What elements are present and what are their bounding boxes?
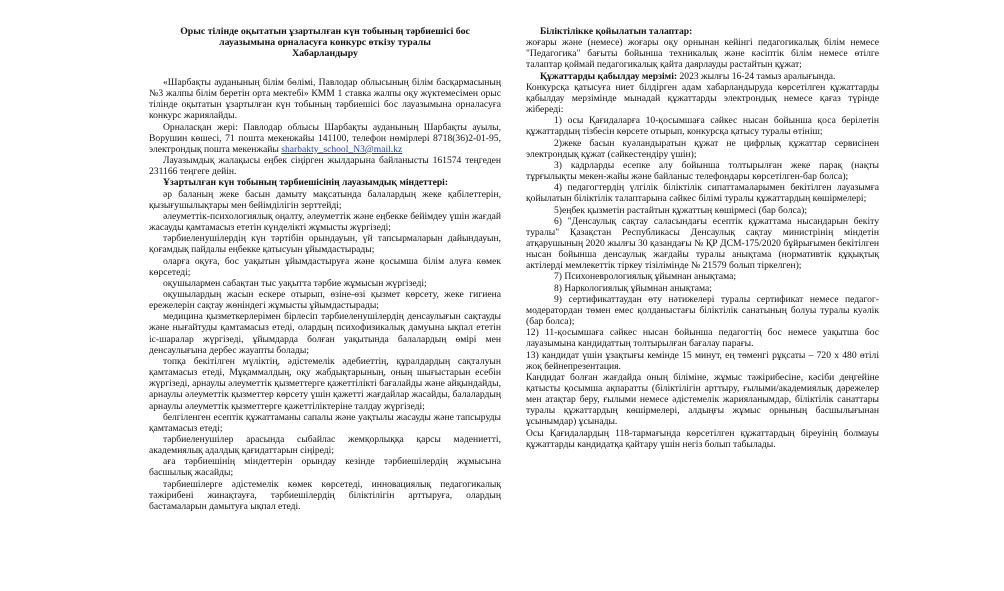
closing-paragraph-2: Осы Қағидалардың 118-тармағында көрсетілген құжаттардың біреуінің болмауы құжаттарды кандидатқа қайтару үшін негіз болып табылады. bbox=[526, 427, 879, 450]
document-item: 5)еңбек қызметін растайтын құжаттың көшірмесі (бар болса); bbox=[554, 204, 807, 216]
address-text: Орналасқан жері: Павлодар облысы Шарбақты ауданының Шарбақты ауылы, Ворушин көшесі, 71 пошта мекенжайы 141100, телефон нөмірлері 8718(36)2-01-95, электрондық пошта мекенжайы bbox=[149, 121, 501, 155]
email-link[interactable]: sharbakty_school_N3@mail.kz bbox=[281, 143, 403, 155]
requirements-heading: Біліктілікке қойылатын талаптар: bbox=[540, 26, 693, 37]
duty-item: тәрбиеленушілердің күн тәртібін орындауын, үй тапсырмаларын дайындауын, қоғамдық пайдалы еңбекке қатысуын ұйымдастырады; bbox=[149, 233, 501, 256]
requirements-text: жоғары және (немесе) жоғары оқу орнынан кейінгі педагогикалық білім немесе "Педагогика" бағыты бойынша техникалық және кәсіптік білім немесе өтілге талаптар қоймай педагогикалық қайта даярлауды растайтын құжат; bbox=[526, 37, 879, 71]
document-item: 6) "Денсаулық сақтау саласындағы есептік құжаттама нысандарын бекіту туралы" Қазақстан Республикасы Денсаулық сақтау министрінің міндетін атқарушының 2020 жылғы 30 қазандағы № ҚР ДСМ-175/2020 бұйрығымен бекітілген нысан бойынша денсаулық жағдайы туралы анықтама (нормативтік құқықтық актілерді мемлекеттік тіркеу тізілімінде № 21579 болып тіркелген); bbox=[526, 215, 879, 272]
duty-item: топқа бекітілген мүліктің, әдістемелік әдебиеттің, құралдардың сақталуын қамтамасыз етеді, Мұқаммалдың, оқу жабдықтарының, оның шығыстарын есебін жүргізеді, арнаулы әлеуметтік қызметтерге қажеттілікті бағалайды және айқындайды, арнаулы әлеуметтік қызметтер көрсету үшін қажетті жағдайлар жасайды, балалардың арнаулы әлеуметтік қызметтерге қажеттіліктеріне талдау жүргізеді; bbox=[149, 355, 501, 412]
duties-heading: Ұзартылған күн тобының тәрбиешісінің лауазымдық міндеттері: bbox=[163, 177, 449, 189]
document-item: 9) сертификаттаудан өту нәтижелері туралы сертификат немесе педагог-модератордан төмен емес қолданыстағы біліктілік санатының болуы туралы куәлік (бар болса); bbox=[526, 293, 879, 328]
document-item: 1) осы Қағидаларға 10-қосымшаға сәйкес нысан бойынша қоса берілетін құжаттардың тізбесін көрсете отырып, конкурсқа қатысу туралы өтініш; bbox=[526, 115, 879, 138]
duty-item: оқушылармен сабақтан тыс уақытта тәрбие жұмысын жүргізеді; bbox=[163, 277, 427, 289]
document-item: 7) Психоневрологиялық ұйымнан анықтама; bbox=[554, 271, 737, 283]
duty-item: әр баланың жеке басын дамыту мақсатында балалардың жеке қабілеттерін, қызығушылықтары мен бейімділігін зерттейді; bbox=[149, 188, 501, 211]
document-item: 3) кадрларды есепке алу бойынша толтырылған жеке парақ (нақты тұрғылықты мекен-жайы және байланыс телефондары көрсетілген-бар болса); bbox=[526, 159, 879, 183]
title-line-2: лауазымына орналасуға конкурс өткізу туралы bbox=[219, 37, 431, 48]
page-title bbox=[149, 26, 501, 59]
closing-paragraph-1: Кандидат болған жағдайда оның біліміне, жұмыс тәжірибесіне, кәсіби деңгейіне қатысты қосымша ақпаратты (біліктілігін арттыру, ғылыми/академиялық дәрежелер мен атақтар беру, ғылыми немесе әдістемелік жарияланымдар, біліктілік санаттары туралы құжаттардың көшірмелері, алдыңғы жұмыс орнының басшылығынан ұсынымдар) ұсынады. bbox=[526, 371, 879, 428]
document-item: 2)жеке басын куәландыратын құжат не цифрлық құжаттар сервисінен электрондық құжат (сәйкестендіру үшін); bbox=[526, 137, 879, 160]
title-line-3: Хабарландыру bbox=[292, 48, 358, 59]
duty-item: әлеуметтік-психологиялық оңалту, әлеуметтік және еңбекке бейімдеу үшін жағдай жасауды қамтамасыз ететін күнделікті жұмысты жүргізеді; bbox=[149, 210, 501, 234]
duty-item: оқушылардың жасын ескере отырып, өзіне-өзі қызмет көрсету, жеке гигиена ережелерін сақтау жөніндегі жұмысты ұйымдастырады; bbox=[149, 288, 501, 312]
left-column bbox=[149, 26, 501, 512]
duty-item: аға тәрбиешінің міндеттерін орындау кезінде тәрбиешілердің жұмысына басшылық жасайды; bbox=[149, 456, 501, 479]
duty-item: медицина қызметкерлерімен бірлесіп тәрбиеленушілердің денсаулығын сақтауды және нығайтуды қамтамасыз етеді, олардың психофизикалық дамуына ықпал ететін іс-шаралар жүргізеді, ұйымдарда болған уақытында балалардың өмірі мен денсаулығына дербес жауапты болады; bbox=[149, 311, 501, 356]
title-line-1: Орыс тілінде оқытатын ұзартылған күн тобының тәрбиешісі бос bbox=[180, 26, 470, 37]
right-column bbox=[526, 26, 879, 450]
document-item: 4) педагогтердің үлгілік біліктілік сипаттамаларымен бекітілген лауазымға қойылатын біліктілік талаптарына сәйкес білімі туралы құжаттардың көшірмелері; bbox=[526, 182, 879, 205]
deadline-value: 2023 жылғы 16-24 тамыз аралығында. bbox=[679, 70, 836, 82]
duty-item: тәрбиеленушілер арасында сыбайлас жемқорлыққа қарсы мәдениетті, академиялық адалдық қағидаттарын сіңіреді; bbox=[149, 434, 501, 457]
address-paragraph bbox=[149, 122, 501, 155]
duty-item: тәрбиешілерге әдістемелік көмек көрсетеді, инновациялық педагогикалық тәжірибені жинақтауға, тәрбиешілердің біліктілігін арттыруға, олардың бастамаларын дамытуға ықпал етеді. bbox=[149, 478, 501, 512]
deadline-paragraph bbox=[526, 71, 879, 82]
salary-paragraph: Лауазымдық жалақысы еңбек сіңірген жылдарына байланысты 161574 теңгеден 231166 теңгеге дейін. bbox=[149, 155, 501, 178]
document-item: 8) Наркологиялық ұйымнан анықтама; bbox=[554, 282, 712, 294]
intro-paragraph: «Шарбақты ауданының білім бөлімі, Павлодар облысының білім басқармасының №3 жалпы білім беретін орта мектебі» КММ 1 ставка жалпы оқу жүктемесімен орыс тілінде оқытатын ұзартылған күн тобының тәрбиешісі бос лауазымына орналасуға конкурс жариялайды. bbox=[149, 77, 501, 122]
duty-item: оларға оқуға, бос уақытын ұйымдастыруға және қосымша білім алуға көмек көрсетеді; bbox=[149, 255, 501, 278]
documents-intro: Конкурсқа қатысуға ниет білдірген адам хабарландыруда көрсетілген құжаттарды қабылдау мерзімінде мынадай құжаттарды электрондық немесе қағаз түрінде жібереді: bbox=[526, 81, 879, 116]
document-item: 12) 11-қосымшаға сәйкес нысан бойынша педагогтің бос немесе уақытша бос лауазымына кандидаттың толтырылған бағалау парағы. bbox=[526, 327, 879, 350]
deadline-label: Құжаттарды қабылдау мерзімі: bbox=[540, 70, 678, 82]
duty-item: белгіленген есептік құжаттаманы сапалы және уақтылы жасауды және тапсыруды қамтамасыз етеді; bbox=[149, 411, 501, 434]
document-item: 13) кандидат үшін ұзақтығы кемінде 15 минут, ең төменгі рұқсаты – 720 x 480 өтілі жоқ бейнепрезентация. bbox=[526, 349, 879, 372]
